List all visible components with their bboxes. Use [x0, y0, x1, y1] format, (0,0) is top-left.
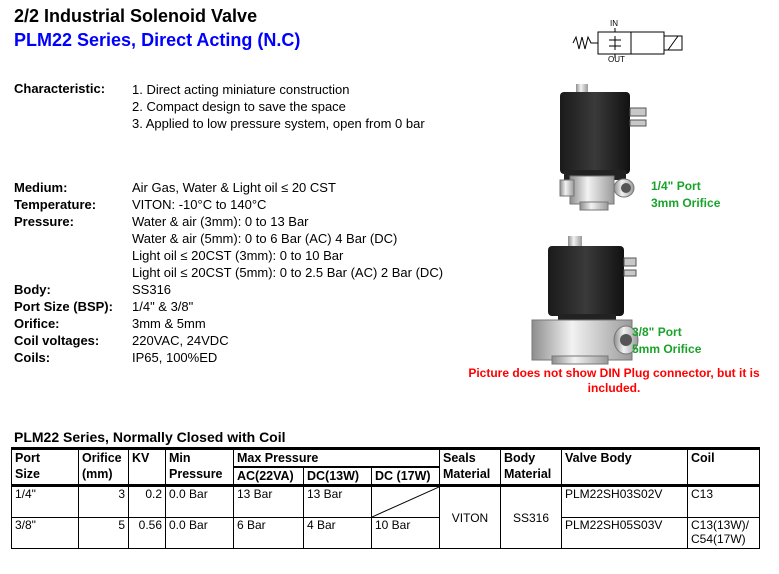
col-header-max-pressure: Max Pressure [234, 449, 440, 468]
valve-photo-quarter-inch [540, 84, 650, 214]
cell-min: 0.0 Bar [166, 486, 234, 518]
col-header-port: Port Size [12, 449, 79, 486]
spec-value: 3mm & 5mm [132, 316, 206, 331]
characteristic-item: 1. Direct acting miniature construction [132, 82, 350, 97]
spec-value: Air Gas, Water & Light oil ≤ 20 CST [132, 180, 336, 195]
orifice-label: 3mm Orifice [651, 196, 721, 210]
characteristic-item: 2. Compact design to save the space [132, 99, 346, 114]
spec-table [11, 447, 760, 549]
table-title: PLM22 Series, Normally Closed with Coil [14, 429, 286, 445]
cell-valve: PLM22SH03S02V [562, 486, 688, 518]
table-row [12, 486, 760, 518]
symbol-in-label: IN [610, 19, 618, 28]
table-header-row [12, 449, 760, 468]
col-header-kv: KV [129, 449, 166, 486]
cell-port: 3/8" [12, 518, 79, 549]
cell-dc17: 10 Bar [372, 518, 440, 549]
cell-kv: 0.2 [129, 486, 166, 518]
cell-min: 0.0 Bar [166, 518, 234, 549]
spec-list [14, 179, 443, 366]
characteristic-label: Characteristic: [14, 81, 106, 96]
cell-orifice: 3 [79, 486, 129, 518]
col-header-valve-body: Valve Body [562, 449, 688, 486]
spec-value: SS316 [132, 282, 172, 297]
col-header-dc13: DC(13W) [304, 467, 372, 486]
valve-symbol-icon [565, 16, 695, 64]
cell-coil: C13 [688, 486, 760, 518]
diagonal-slash-icon [372, 487, 439, 517]
port-label: 1/4" Port [651, 179, 701, 193]
spec-label: Coil voltages: [14, 333, 100, 348]
cell-coil: C13(13W)/ C54(17W) [688, 518, 760, 549]
spec-label: Body: [14, 282, 51, 297]
spec-label: Coils: [14, 350, 51, 365]
cell-dc13: 4 Bar [304, 518, 372, 549]
spec-value: Water & air (5mm): 0 to 6 Bar (AC) 4 Bar (DC) [132, 231, 398, 246]
col-header-min-pressure: Min Pressure [166, 449, 234, 486]
spec-label: Temperature: [14, 197, 97, 212]
spec-label: Pressure: [14, 214, 74, 229]
spec-value: Water & air (3mm): 0 to 13 Bar [132, 214, 309, 229]
orifice-label: 5mm Orifice [632, 342, 702, 356]
photo-caption-bottom [632, 324, 701, 358]
col-header-ac: AC(22VA) [234, 467, 304, 486]
characteristic-item: 3. Applied to low pressure system, open from 0 bar [132, 116, 425, 131]
photo-caption-top [651, 178, 720, 212]
cell-valve: PLM22SH05S03V [562, 518, 688, 549]
col-header-coil: Coil [688, 449, 760, 486]
spec-value: Light oil ≤ 20CST (5mm): 0 to 2.5 Bar (AC) 2 Bar (DC) [132, 265, 444, 280]
spec-label: Port Size (BSP): [14, 299, 113, 314]
col-header-orifice: Orifice (mm) [79, 449, 129, 486]
spec-value: 1/4" & 3/8" [132, 299, 194, 314]
spec-label: Medium: [14, 180, 68, 195]
cell-dc13: 13 Bar [304, 486, 372, 518]
cell-dc17 [372, 486, 440, 518]
valve-photo-three-eighths-inch [528, 236, 640, 368]
cell-port: 1/4" [12, 486, 79, 518]
cell-seals: VITON [440, 486, 501, 549]
cell-ac: 13 Bar [234, 486, 304, 518]
page-subtitle: PLM22 Series, Direct Acting (N.C) [14, 30, 301, 50]
page-title: 2/2 Industrial Solenoid Valve [14, 6, 258, 26]
table-row [12, 518, 760, 549]
spec-value: IP65, 100%ED [132, 350, 218, 365]
spec-value: VITON: -10°C to 140°C [132, 197, 267, 212]
col-header-dc17: DC (17W) [372, 467, 440, 486]
port-label: 3/8" Port [632, 325, 682, 339]
symbol-out-label: OUT [608, 55, 625, 64]
characteristic-list [132, 81, 425, 132]
cell-body: SS316 [501, 486, 562, 549]
cell-ac: 6 Bar [234, 518, 304, 549]
col-header-body: Body Material [501, 449, 562, 486]
spec-value: Light oil ≤ 20CST (3mm): 0 to 10 Bar [132, 248, 344, 263]
spec-value: 220VAC, 24VDC [132, 333, 229, 348]
din-plug-note: Picture does not show DIN Plug connector, but it is included. [468, 366, 760, 395]
col-header-seals: Seals Material [440, 449, 501, 486]
spec-label: Orifice: [14, 316, 60, 331]
cell-orifice: 5 [79, 518, 129, 549]
cell-kv: 0.56 [129, 518, 166, 549]
